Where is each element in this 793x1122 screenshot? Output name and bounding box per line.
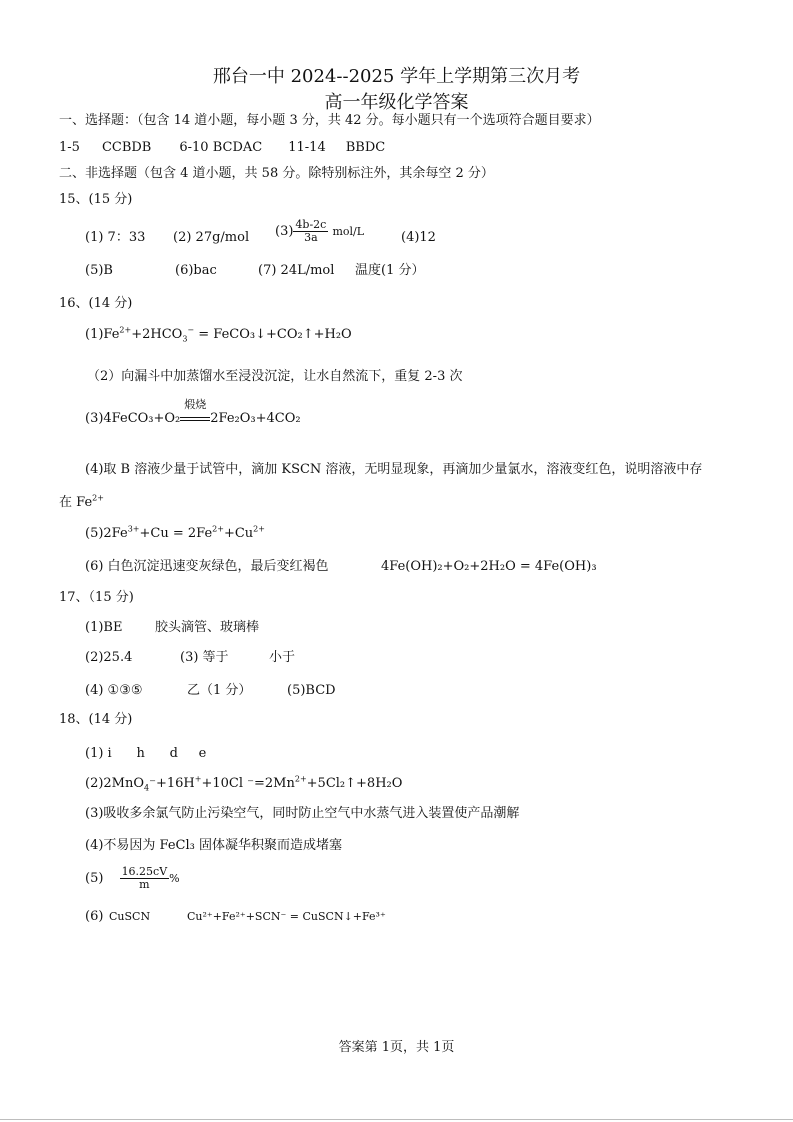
text: = FeCO₃↓+CO₂↑+H₂O <box>194 327 352 342</box>
text: (5) <box>85 871 104 886</box>
q18-a4: (4)不易因为 FeCl₃ 固体凝华积聚而造成堵塞 <box>85 838 342 853</box>
q18-a2 <box>85 776 402 792</box>
q15-a3-fraction <box>293 219 328 244</box>
q16-a2: （2）向漏斗中加蒸馏水至浸没沉淀，让水自然流下，重复 2-3 次 <box>87 369 463 384</box>
denominator: 3a <box>304 231 318 244</box>
text: +Cu <box>223 526 254 541</box>
q18-a1: (1) i h d e <box>85 746 207 761</box>
q16-a3 <box>85 398 301 427</box>
subscript: 4 <box>144 783 150 793</box>
q16-heading: 16、(14 分) <box>59 296 133 311</box>
text: (1)Fe <box>85 327 120 342</box>
q17-a1-extra: 胶头滴管、玻璃棒 <box>155 620 260 635</box>
q17-heading: 17、（15 分) <box>59 590 134 605</box>
numerator: 16.25cV <box>121 865 168 878</box>
q15-a7: (7) 24L/mol <box>258 263 335 278</box>
text: +2HCO <box>131 327 183 342</box>
superscript: 2+ <box>92 493 104 503</box>
bottom-divider <box>0 1119 793 1120</box>
q18-a6-label: (6) <box>85 909 104 924</box>
q15-a3 <box>275 219 364 244</box>
q17-a3-extra: 小于 <box>269 650 296 665</box>
q16-a4-line2 <box>59 495 104 511</box>
q16-a1 <box>85 327 352 343</box>
q15-a7-extra: 温度(1 分） <box>355 263 425 278</box>
superscript: 2+ <box>212 524 224 534</box>
q17-a4-extra: 乙（1 分） <box>187 683 252 698</box>
q18-a5-fraction <box>120 866 170 891</box>
q17-a1: (1)BE <box>85 620 123 635</box>
q15-a3-label: (3) <box>275 224 294 239</box>
q18-a3: (3)吸收多余氯气防止污染空气，同时防止空气中水蒸气进入装置使产品潮解 <box>85 806 520 821</box>
q15-a2: (2) 27g/mol <box>173 230 250 245</box>
text: 2Fe₂O₃+4CO₂ <box>210 411 301 426</box>
reaction-arrow <box>180 398 210 427</box>
q15-heading: 15、(15 分) <box>59 192 133 207</box>
q15-a6: (6)bac <box>175 263 217 278</box>
answer-range: 6-10 <box>179 140 209 155</box>
answer-value: BBDC <box>345 140 386 155</box>
q16-a6-text: (6) 白色沉淀迅速变灰绿色，最后变红褐色 <box>85 559 329 574</box>
page-subtitle: 高一年级化学答案 <box>324 92 469 113</box>
page-title: 邢台一中 2024--2025 学年上学期第三次月考 <box>212 66 581 87</box>
q16-a4-line1: (4)取 B 溶液少量于试管中，滴加 KSCN 溶液，无明显现象，再滴加少量氯水，溶液变红色，说明溶液中存 <box>85 462 703 477</box>
q17-a5: (5)BCD <box>287 683 336 698</box>
answer-value: BCDAC <box>212 140 263 155</box>
superscript: 2+ <box>253 524 265 534</box>
q17-a2: (2)25.4 <box>85 650 133 665</box>
answer-value: CCBDB <box>101 140 152 155</box>
q18-a5 <box>85 866 180 891</box>
superscript: 3+ <box>127 524 140 534</box>
section1-heading: 一、选择题：（包含 14 道小题，每小题 3 分，共 42 分。每小题只有一个选项符合题目要求） <box>59 113 600 128</box>
superscript: − <box>187 325 195 335</box>
denominator: m <box>139 878 150 891</box>
text: +5Cl₂↑+8H₂O <box>306 776 403 791</box>
q18-a6-answer: CuSCN <box>109 910 151 923</box>
answer-range: 1-5 <box>59 140 80 155</box>
q15-a3-unit: mol/L <box>332 225 365 238</box>
subscript: 3 <box>182 334 188 344</box>
section2-heading: 二、非选择题（包含 4 道小题，共 58 分。除特别标注外，其余每空 2 分） <box>59 166 494 181</box>
reaction-condition: 煅烧 <box>184 398 207 411</box>
text: ⁻+16H <box>149 776 195 791</box>
superscript: 2+ <box>119 325 132 335</box>
superscript: 2+ <box>294 774 307 784</box>
q17-a3: (3) 等于 <box>180 650 229 665</box>
q15-a5: (5)B <box>85 263 113 278</box>
answer-range: 11-14 <box>288 140 326 155</box>
q18-heading: 18、(14 分) <box>59 712 133 727</box>
unit: % <box>169 872 180 885</box>
text: 在 Fe <box>59 495 93 510</box>
numerator: 4b-2c <box>295 218 327 231</box>
q18-a6-equation: Cu²⁺+Fe²⁺+SCN⁻ = CuSCN↓+Fe³⁺ <box>187 910 386 923</box>
text: (3)4FeCO₃+O₂ <box>85 411 181 426</box>
q16-a5 <box>85 526 265 542</box>
text: (5)2Fe <box>85 526 128 541</box>
text: (2)2MnO <box>85 776 145 791</box>
text: +Cu = 2Fe <box>139 526 213 541</box>
choice-answers <box>59 140 385 156</box>
superscript: + <box>194 774 202 784</box>
q15-a4: (4)12 <box>401 230 436 245</box>
text: +10Cl ⁻=2Mn <box>201 776 295 791</box>
q17-a4: (4) ①③⑤ <box>85 683 143 698</box>
q16-a6-equation: 4Fe(OH)₂+O₂+2H₂O = 4Fe(OH)₃ <box>381 559 597 574</box>
q15-a1: (1) 7：33 <box>85 230 146 245</box>
page-footer: 答案第 1页，共 1页 <box>338 1040 455 1055</box>
